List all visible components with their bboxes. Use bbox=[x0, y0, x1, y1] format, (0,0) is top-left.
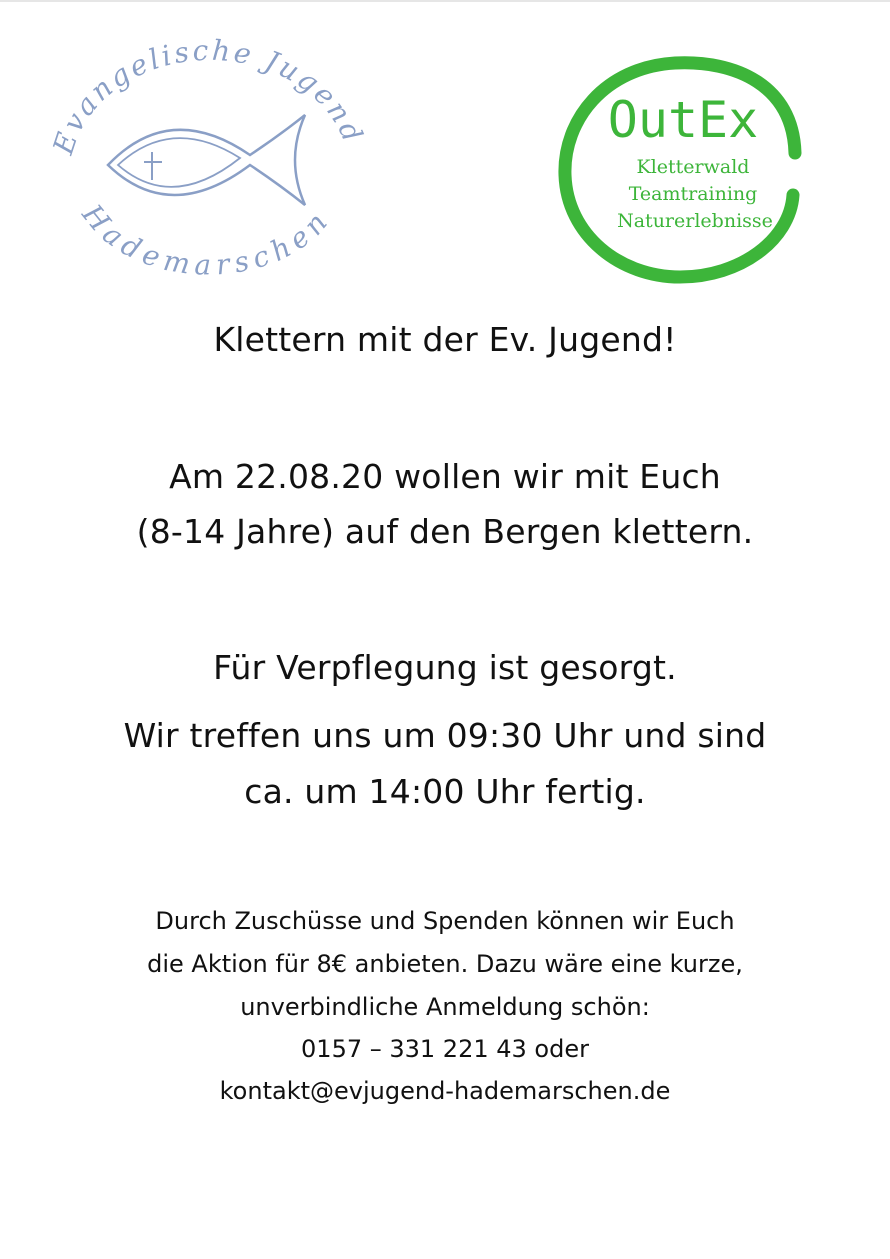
info-line-2: Wir treffen uns um 09:30 Uhr und sind bbox=[123, 716, 767, 755]
ev-jugend-logo bbox=[40, 30, 370, 300]
headline: Klettern mit der Ev. Jugend! bbox=[213, 320, 677, 359]
info-line-3: ca. um 14:00 Uhr fertig. bbox=[244, 772, 646, 811]
outex-logo-line-2: Teamtraining bbox=[628, 183, 758, 205]
date-line-1: Am 22.08.20 wollen wir mit Euch bbox=[169, 457, 721, 496]
ev-jugend-logo-text-bottom: Hademarschen bbox=[75, 198, 338, 282]
outex-logo-line-3: Naturerlebnisse bbox=[617, 210, 773, 232]
contact-line-3: unverbindliche Anmeldung schön: bbox=[240, 993, 650, 1021]
outex-logo-line-1: Kletterwald bbox=[636, 156, 750, 178]
svg-text:Hademarschen bbox=[75, 197, 337, 281]
outex-logo bbox=[555, 55, 805, 285]
email-address: kontakt@evjugend-hademarschen.de bbox=[219, 1077, 671, 1105]
outex-logo-title: OutEx bbox=[607, 91, 759, 149]
phone-number: 0157 – 331 221 43 oder bbox=[301, 1035, 589, 1063]
ichthys-fish-icon bbox=[108, 115, 305, 205]
svg-text:Evangelische Jugend bbox=[46, 34, 370, 160]
ev-jugend-logo-text-top: Evangelische Jugend bbox=[46, 33, 370, 159]
contact-line-1: Durch Zuschüsse und Spenden können wir Euch bbox=[155, 907, 735, 935]
top-border bbox=[0, 0, 890, 2]
date-line-2: (8-14 Jahre) auf den Bergen klettern. bbox=[136, 512, 754, 551]
info-line-1: Für Verpflegung ist gesorgt. bbox=[213, 648, 677, 687]
contact-line-2: die Aktion für 8€ anbieten. Dazu wäre eine kurze, bbox=[147, 950, 743, 978]
